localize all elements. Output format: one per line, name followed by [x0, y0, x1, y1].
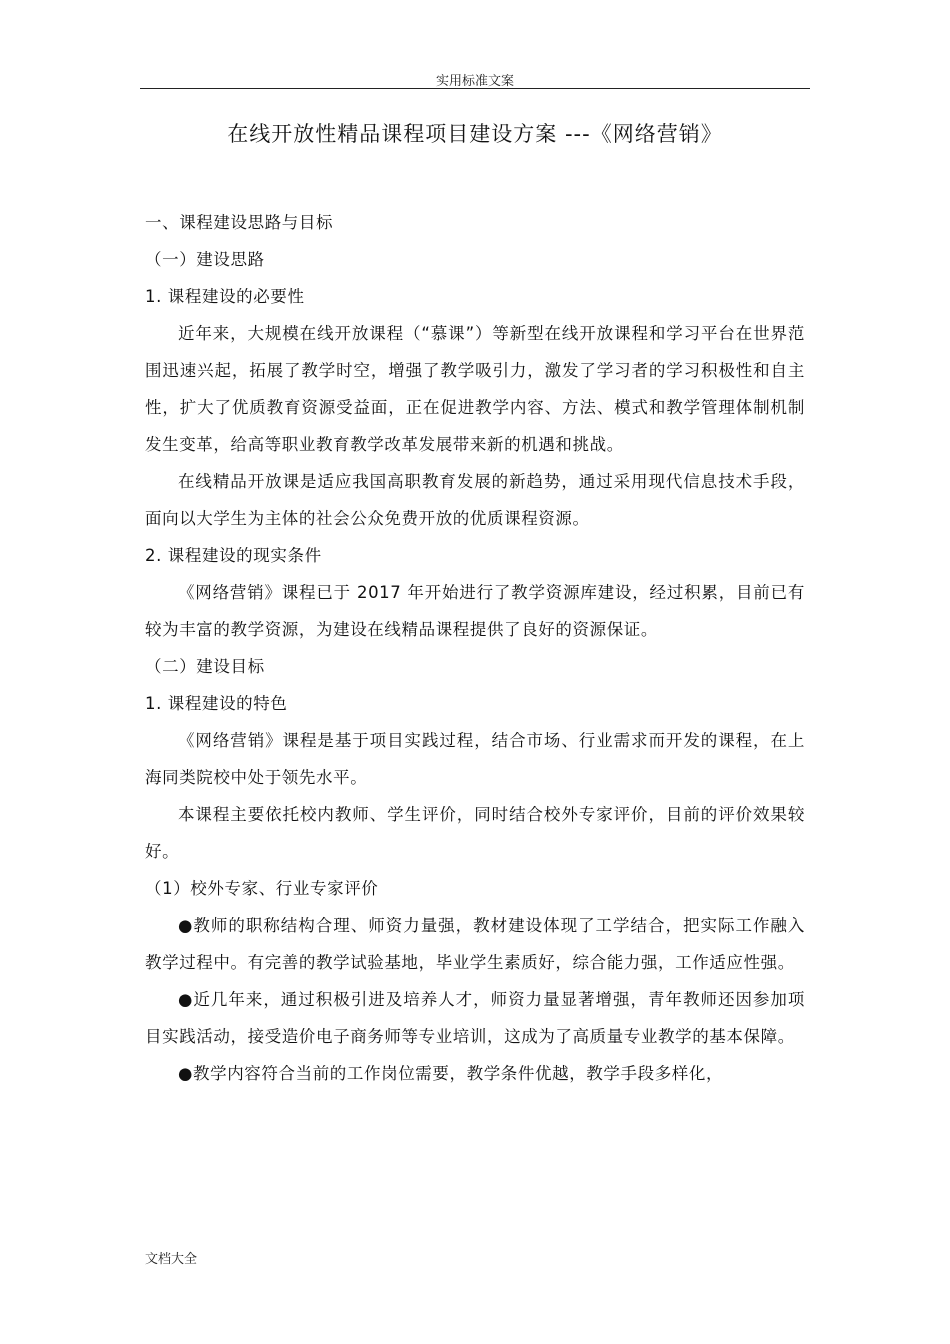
bullet-item-2: ●近几年来，通过积极引进及培养人才，师资力量显著增强，青年教师还因参加项目实践活动，接受造价电子商务师等专业培训，这成为了高质量专业教学的基本保障。 — [145, 990, 805, 1046]
bullet-item-3: ●教学内容符合当前的工作岗位需要，教学条件优越，教学手段多样化， — [178, 1064, 724, 1083]
item-heading-conditions: 2. 课程建设的现实条件 — [145, 546, 322, 565]
item-heading-necessity: 1. 课程建设的必要性 — [145, 287, 305, 306]
paragraph-evaluation: 本课程主要依托校内教师、学生评价，同时结合校外专家评价，目前的评价效果较好。 — [145, 805, 805, 861]
part-heading-2: （二）建设目标 — [145, 657, 265, 676]
page-header: 实用标准文案 — [435, 74, 514, 89]
document-title: 在线开放性精品课程项目建设方案 ---《网络营销》 — [227, 122, 723, 146]
paragraph-trend: 在线精品开放课是适应我国高职教育发展的新趋势，通过采用现代信息技术手段，面向以大学生为主体的社会公众免费开放的优质课程资源。 — [145, 472, 805, 528]
section-heading: 一、课程建设思路与目标 — [145, 213, 334, 232]
header-rule — [140, 88, 810, 89]
paragraph-necessity: 近年来，大规模在线开放课程（“慕课”）等新型在线开放课程和学习平台在世界范围迅速兴起，拓展了教学时空，增强了教学吸引力，激发了学习者的学习积极性和自主性，扩大了优质教育资源受益面，正在促进教学内容、方法、模式和教学管理体制机制发生变革，给高等职业教育教学改革发展带来新的机遇和挑战。 — [145, 324, 805, 454]
part-heading-1: （一）建设思路 — [145, 250, 265, 269]
bullet-item-1: ●教师的职称结构合理、师资力量强，教材建设体现了工学结合，把实际工作融入教学过程中。有完善的教学试验基地，毕业学生素质好，综合能力强，工作适应性强。 — [145, 916, 805, 972]
item-heading-features: 1. 课程建设的特色 — [145, 694, 288, 713]
document-body — [145, 204, 805, 1092]
paragraph-features: 《网络营销》课程是基于项目实践过程，结合市场、行业需求而开发的课程，在上海同类院校中处于领先水平。 — [145, 731, 805, 787]
sub-heading-experts: （1）校外专家、行业专家评价 — [145, 879, 379, 898]
paragraph-conditions: 《网络营销》课程已于 2017 年开始进行了教学资源库建设，经过积累，目前已有较为丰富的教学资源，为建设在线精品课程提供了良好的资源保证。 — [145, 583, 805, 639]
page-footer: 文档大全 — [145, 1252, 198, 1267]
